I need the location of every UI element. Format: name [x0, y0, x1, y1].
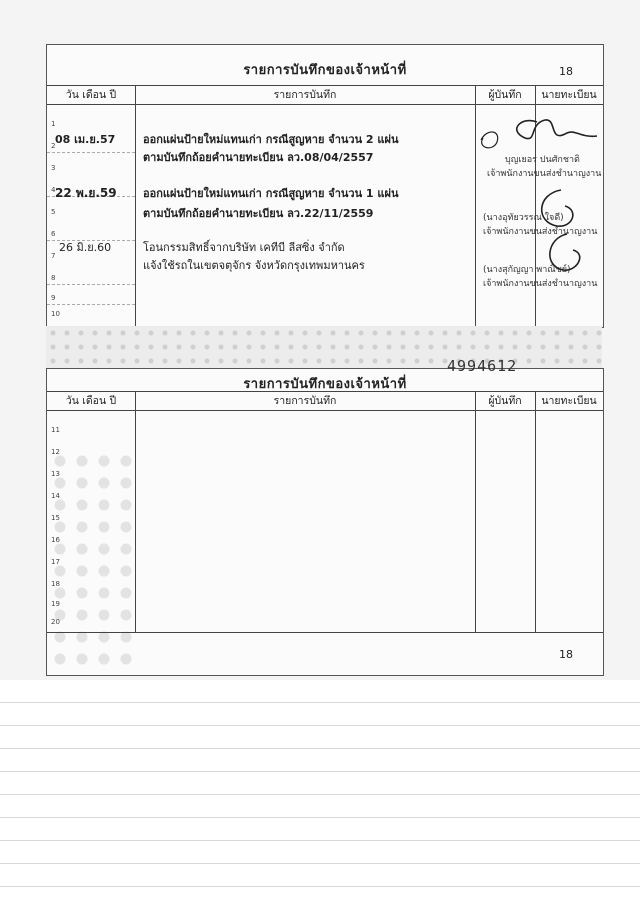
stamp-name: บุญเยอร ปนศักชาติ — [505, 155, 580, 165]
header-recorder: ผู้บันทึก — [488, 89, 522, 101]
serial-number: 4994612 — [447, 357, 518, 375]
row-number: 17 — [51, 558, 60, 566]
record-table — [47, 85, 603, 328]
scan-background-lines — [0, 680, 640, 905]
header-entry: รายการบันทึก — [273, 395, 337, 407]
sheet-title: รายการบันทึกของเจ้าหน้าที่ — [243, 377, 407, 392]
row-number: 19 — [51, 600, 60, 608]
row-number: 8 — [51, 274, 56, 282]
row-number: 5 — [51, 208, 56, 216]
page-number: 18 — [559, 648, 573, 661]
sheet-title: รายการบันทึกของเจ้าหน้าที่ — [243, 63, 407, 78]
row-number: 3 — [51, 164, 56, 172]
row-number: 15 — [51, 514, 60, 522]
row-number: 7 — [51, 252, 56, 260]
entry-date: 08 เม.ย.57 — [55, 133, 116, 146]
entry-line: ตามบันทึกถ้อยคำนายทะเบียน ลว.08/04/2557 — [143, 151, 374, 164]
row-number: 13 — [51, 470, 60, 478]
record-table — [47, 391, 603, 632]
header-entry: รายการบันทึก — [273, 89, 337, 101]
row-number: 16 — [51, 536, 60, 544]
row-number: 6 — [51, 230, 56, 238]
row-number: 2 — [51, 142, 56, 150]
stamp-position: เจ้าพนักงานขนส่งชำนาญงาน — [487, 169, 602, 179]
row-number: 20 — [51, 618, 60, 626]
security-pattern — [49, 450, 135, 670]
entry-date: 26 มิ.ย.60 — [59, 241, 112, 254]
header-recorder: ผู้บันทึก — [488, 395, 522, 407]
stamp-position: เจ้าพนักงานขนส่งชำนาญงาน — [483, 227, 598, 237]
stamp-name: (นางสุกัญญา พาณิชย์) — [483, 265, 571, 275]
row-number: 1 — [51, 120, 56, 128]
header-date: วัน เดือน ปี — [65, 89, 117, 101]
row-number: 10 — [51, 310, 60, 318]
row-number: 12 — [51, 448, 60, 456]
record-sheet-bottom — [46, 357, 604, 676]
entry-line: แจ้งใช้รถในเขตจตุจักร จังหวัดกรุงเทพมหานคร — [143, 259, 365, 272]
entry-line: ออกแผ่นป้ายใหม่แทนเก่า กรณีสูญหาย จำนวน 1 แผ่น — [143, 187, 399, 200]
header-registrar: นายทะเบียน — [541, 395, 597, 407]
stamp-name: (นางอุทัยวรรณ ใจดี) — [483, 213, 564, 223]
row-number: 18 — [51, 580, 60, 588]
entry-line: โอนกรรมสิทธิ์จากบริษัท เคทีบี ลีสซิ่ง จำกัด — [143, 241, 345, 254]
entry-line: ตามบันทึกถ้อยคำนายทะเบียน ลว.22/11/2559 — [143, 207, 374, 220]
row-number: 11 — [51, 426, 60, 434]
row-number: 9 — [51, 294, 56, 302]
page-number: 18 — [559, 65, 573, 78]
stamp-position: เจ้าพนักงานขนส่งชำนาญงาน — [483, 279, 598, 289]
entry-line: ออกแผ่นป้ายใหม่แทนเก่า กรณีสูญหาย จำนวน 2 แผ่น — [143, 133, 399, 146]
page-divider — [46, 326, 602, 368]
record-sheet-top — [46, 44, 604, 328]
entry-date: 22 พ.ย.59 — [55, 186, 117, 200]
row-number: 14 — [51, 492, 60, 500]
header-date: วัน เดือน ปี — [65, 395, 117, 407]
header-registrar: นายทะเบียน — [541, 89, 597, 101]
row-number: 4 — [51, 186, 56, 194]
